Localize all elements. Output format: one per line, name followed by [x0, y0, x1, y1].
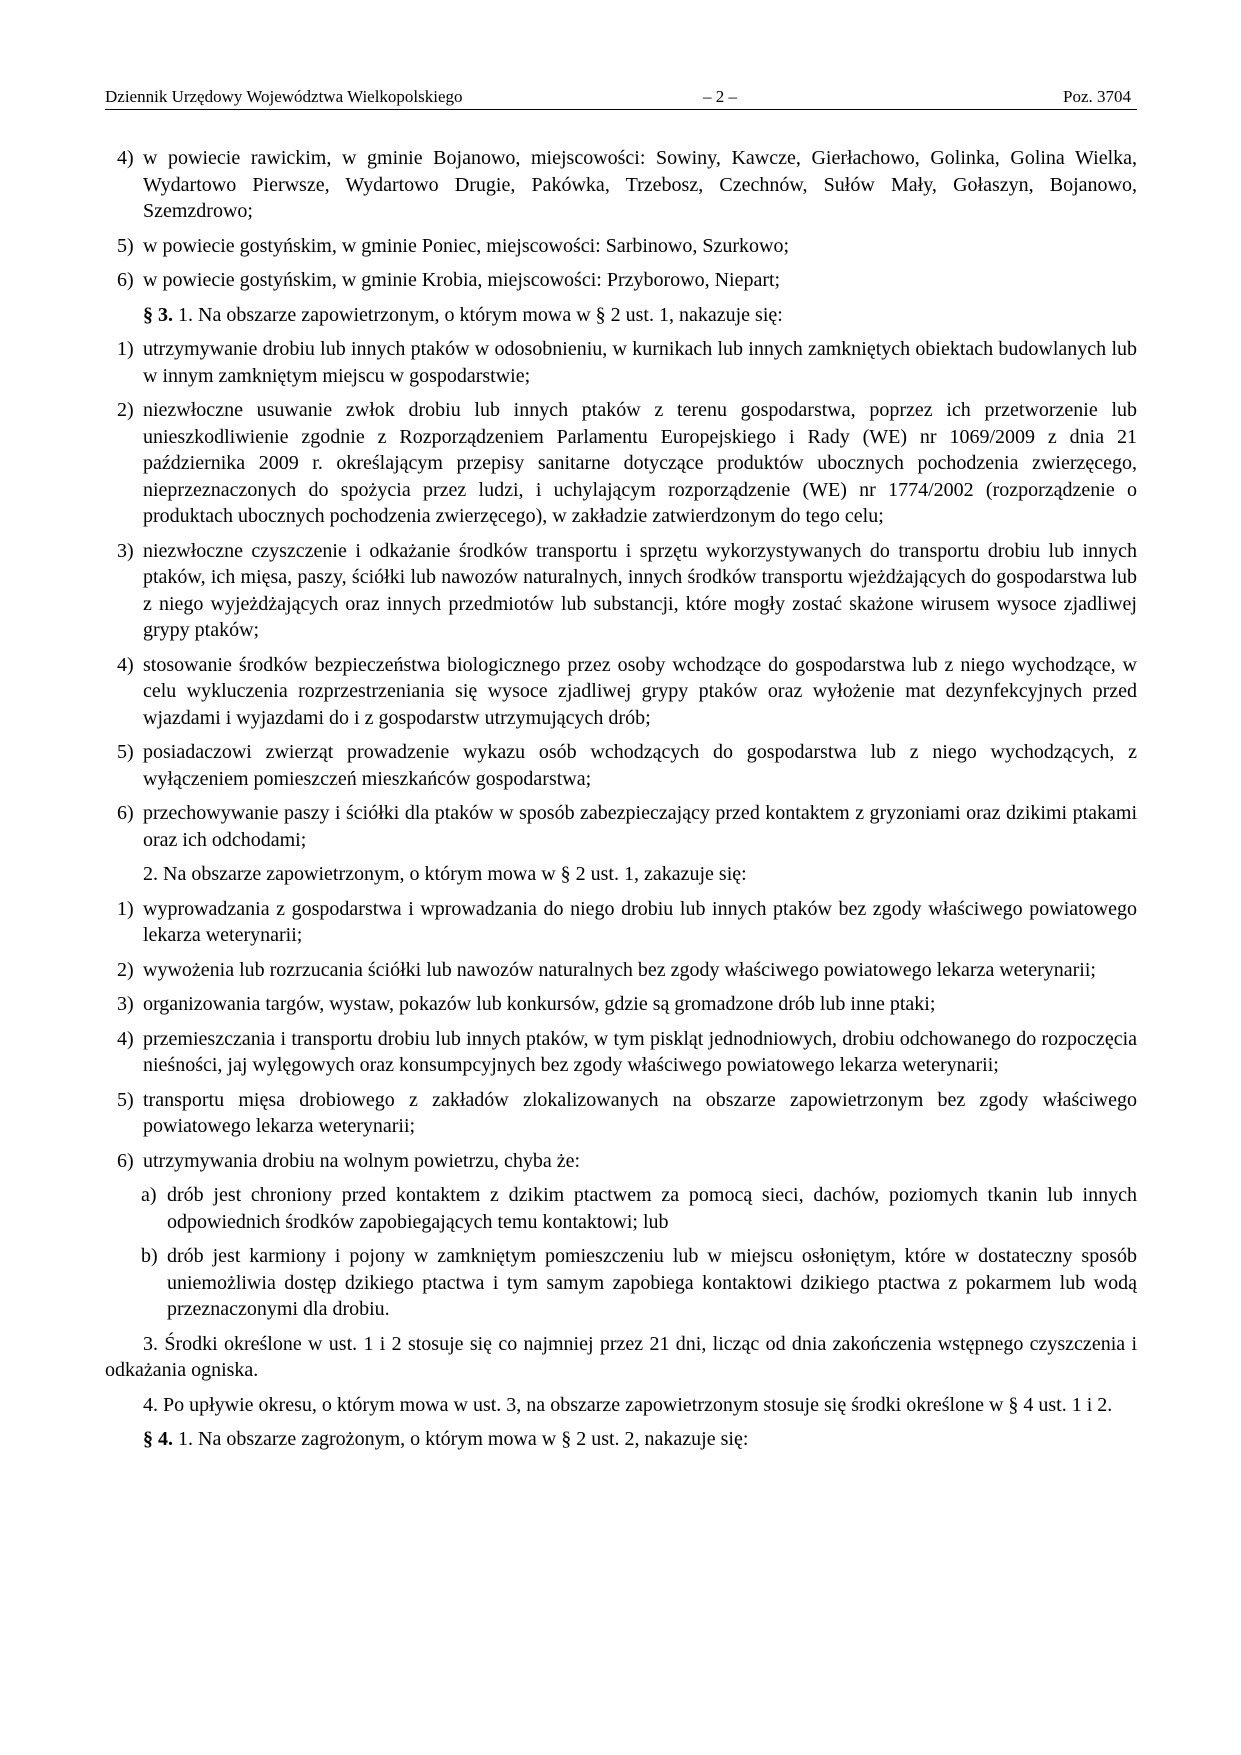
list-item	[105, 800, 1137, 853]
item-text: transportu mięsa drobiowego z zakładów zlokalizowanych na obszarze zapowietrzonym bez zgody właściwego powiatowego lekarza weterynarii;	[143, 1088, 1137, 1137]
section-sign: § 3.	[143, 303, 173, 326]
paragraph-3: 3. Środki określone w ust. 1 i 2 stosuje się co najmniej przez 21 dni, licząc od dnia zakończenia wstępnego czyszczenia i odkażania ogniska.	[105, 1332, 1137, 1381]
document-body	[105, 145, 1137, 1461]
list-item	[105, 336, 1137, 389]
list-d	[105, 1182, 1137, 1323]
item-text: w powiecie gostyńskim, w gminie Poniec, miejscowości: Sarbinowo, Szurkowo;	[143, 234, 790, 257]
list-item	[105, 739, 1137, 792]
item-text: wywożenia lub rozrzucania ściółki lub nawozów naturalnych bez zgody właściwego powiatowego lekarza weterynarii;	[143, 958, 1096, 981]
item-number: 6)	[117, 1149, 134, 1172]
item-number: 3)	[117, 539, 134, 562]
item-text: przechowywanie paszy i ściółki dla ptaków w sposób zabezpieczający przed kontaktem z gryzoniami oraz dzikimi ptakami oraz ich odchodami;	[143, 802, 1137, 851]
item-number: 2)	[117, 399, 134, 421]
item-text: stosowanie środków bezpieczeństwa biologicznego przez osoby wchodzące do gospodarstwa lub z niego wychodzące, w celu wykluczenia rozprzestrzeniania się wysoce zjadliwej grypy ptaków oraz wyłożenie mat dezynfekcyjnych przed wjazdami i wyjazdami do i z gospodarstw utrzymujących drób;	[143, 653, 1137, 729]
list-item	[105, 145, 1137, 225]
item-number: 5)	[117, 741, 134, 763]
item-text: niezwłoczne usuwanie zwłok drobiu lub innych ptaków z terenu gospodarstwa, poprzez ich przetworzenie lub unieszkodliwienie zgodnie z Rozporządzeniem Parlamentu Europejskiego i Rady (WE) nr 1069/2009 z dnia 21 października 2009 r. określającym przepisy sanitarne dotyczące produktów ubocznych pochodzenia zwierzęcego, nieprzeznaczonych do spożycia przez ludzi, i uchylającym rozporządzenie (WE) nr 1774/2002 (rozporządzenie o produktach ubocznych pochodzenia zwierzęcego), w zakładzie zatwierdzonym do tego celu;	[143, 399, 1137, 527]
item-text: drób jest karmiony i pojony w zamkniętym pomieszczeniu lub w miejscu osłoniętym, które w dostateczny sposób uniemożliwia dostęp dzikiego ptactwa i tym samym zapobiega kontaktowi dzikiego ptactwa z pokarmem lub wodą przeznaczonymi dla drobiu.	[167, 1245, 1137, 1320]
list-item	[105, 1243, 1137, 1323]
list-item	[105, 538, 1137, 644]
list-a	[105, 145, 1137, 294]
section-sign: § 4.	[143, 1428, 173, 1450]
list-item	[105, 1148, 1137, 1175]
item-text: drób jest chroniony przed kontaktem z dzikim ptactwem za pomocą sieci, dachów, poziomych tkanin lub innych odpowiednich środków zapobiegających temu kontaktowi; lub	[167, 1184, 1137, 1233]
list-item	[105, 397, 1137, 530]
item-text: niezwłoczne czyszczenie i odkażanie środków transportu i sprzętu wykorzystywanych do transportu drobiu lub innych ptaków, ich mięsa, paszy, ściółki lub nawozów naturalnych, innych środków transportu wjeżdżających do gospodarstwa lub z niego wyjeżdżających oraz innych przedmiotów lub substancji, które mogły zostać skażone wirusem wysoce zjadliwej grypy ptaków;	[143, 539, 1137, 641]
item-number: 3)	[117, 993, 134, 1015]
list-item	[105, 1026, 1137, 1079]
item-text: przemieszczania i transportu drobiu lub innych ptaków, w tym piskląt jednodniowych, drobiu odchowanego do rozpoczęcia nieśności, jaj wylęgowych oraz konsumpcyjnych bez zgody właściwego powiatowego lekarza weterynarii;	[143, 1027, 1137, 1076]
item-letter: a)	[141, 1184, 157, 1206]
item-text: utrzymywanie drobiu lub innych ptaków w odosobnieniu, w kurnikach lub innych zamkniętych obiektach budowlanych lub w innym zamkniętym miejscu w gospodarstwie;	[143, 338, 1137, 387]
list-b	[105, 336, 1137, 853]
item-number: 6)	[117, 802, 134, 824]
item-number: 4)	[117, 653, 134, 676]
item-text: w powiecie rawickim, w gminie Bojanowo, miejscowości: Sowiny, Kawcze, Gierłachowo, Golinka, Golina Wielka, Wydartowo Pierwsze, Wydartowo Drugie, Pakówka, Trzebosz, Czechnów, Sułów Mały, Gołaszyn, Bojanowo, Szemzdrowo;	[143, 147, 1137, 222]
item-number: 1)	[117, 897, 134, 920]
list-item	[105, 233, 1137, 260]
item-text: w powiecie gostyńskim, w gminie Krobia, miejscowości: Przyborowo, Niepart;	[143, 269, 781, 291]
item-number: 4)	[117, 147, 134, 169]
journal-title: Dziennik Urzędowy Województwa Wielkopolskiego	[105, 87, 463, 106]
position-number: Poz. 3704	[1063, 87, 1131, 106]
item-number: 5)	[117, 1088, 134, 1111]
item-number: 4)	[117, 1027, 134, 1050]
list-item	[105, 267, 1137, 294]
item-text: posiadaczowi zwierząt prowadzenie wykazu osób wchodzących do gospodarstwa lub z niego wychodzących, z wyłączeniem pomieszczeń mieszkańców gospodarstwa;	[143, 741, 1137, 790]
page-number: – 2 –	[703, 87, 737, 106]
section-text: 1. Na obszarze zagrożonym, o którym mowa w § 2 ust. 2, nakazuje się:	[173, 1428, 749, 1450]
section-text: 1. Na obszarze zapowietrzonym, o którym mowa w § 2 ust. 1, nakazuje się:	[173, 303, 783, 326]
item-number: 1)	[117, 338, 134, 360]
item-number: 2)	[117, 958, 134, 981]
section-3-heading	[105, 302, 1137, 329]
list-item	[105, 896, 1137, 949]
list-item	[105, 957, 1137, 984]
running-header	[105, 85, 1137, 110]
item-text: wyprowadzania z gospodarstwa i wprowadzania do niego drobiu lub innych ptaków bez zgody właściwego powiatowego lekarza weterynarii;	[143, 897, 1137, 946]
list-item	[105, 1182, 1137, 1235]
paragraph-4: 4. Po upływie okresu, o którym mowa w ust. 3, na obszarze zapowietrzonym stosuje się środki określone w § 4 ust. 1 i 2.	[143, 1393, 1113, 1416]
list-item	[105, 991, 1137, 1018]
list-item	[105, 1087, 1137, 1140]
item-number: 5)	[117, 234, 134, 257]
item-text: organizowania targów, wystaw, pokazów lub konkursów, gdzie są gromadzone drób lub inne ptaki;	[143, 993, 936, 1015]
paragraph-2: 2. Na obszarze zapowietrzonym, o którym mowa w § 2 ust. 1, zakazuje się:	[143, 863, 747, 885]
item-number: 6)	[117, 269, 134, 291]
item-letter: b)	[141, 1245, 158, 1267]
list-c	[105, 896, 1137, 1175]
item-text: utrzymywania drobiu na wolnym powietrzu, chyba że:	[143, 1149, 581, 1172]
list-item	[105, 652, 1137, 732]
section-4-heading	[105, 1426, 1137, 1453]
